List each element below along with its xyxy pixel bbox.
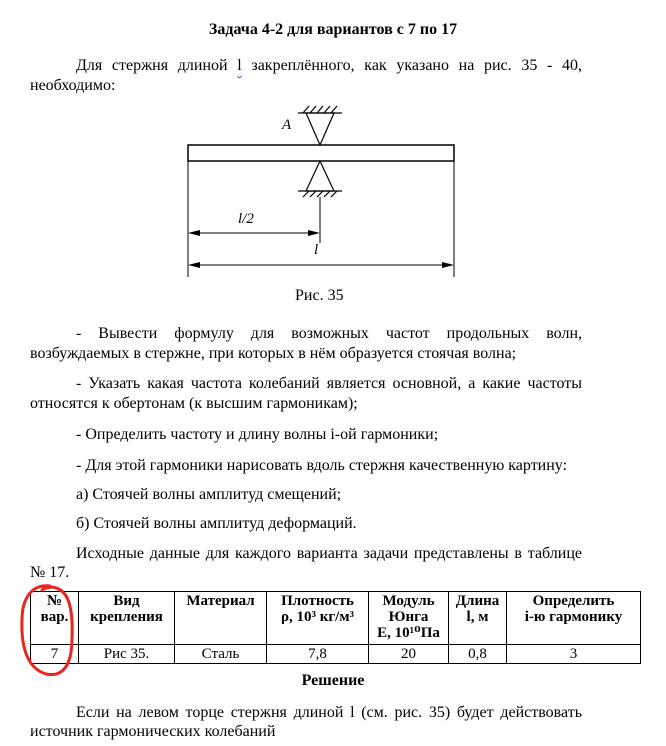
- header-harmonic: Определить i-ю гармонику: [507, 592, 641, 645]
- cell-density: 7,8: [267, 645, 369, 664]
- table-intro-line-2: № 17.: [30, 564, 70, 581]
- task-1-line-1: - Вывести формулу для возможных частот продольных волн,: [76, 325, 582, 342]
- task-4: - Для этой гармоники нарисовать вдоль стержня качественную картину:: [76, 457, 568, 474]
- cell-mount-type: Рис 35.: [79, 645, 175, 664]
- task-3: - Определить частоту и длину волны i-ой гармоники;: [76, 426, 439, 443]
- problem-title: Задача 4-2 для вариантов с 7 по 17: [208, 21, 458, 38]
- header-density: Плотность ρ, 10³ кг/м³: [267, 592, 369, 645]
- task-2-line-1: - Указать какая частота колебаний является основной, а какие частоты: [76, 375, 582, 392]
- variant-data-table: [30, 591, 641, 664]
- task-4a: а) Стоячей волны амплитуд смещений;: [76, 486, 342, 503]
- task-1-line-2: возбуждаемых в стержне, при которых в нём образуется стоячая волна;: [30, 345, 517, 362]
- top-support-icon: [298, 106, 342, 145]
- header-young-modulus: Модуль Юнга Е, 10¹⁰Па: [369, 592, 449, 645]
- table-header-row: [31, 592, 641, 645]
- rod-length-symbol: l: [237, 57, 242, 74]
- intro-line-1: [76, 56, 582, 75]
- cell-young-modulus: 20: [369, 645, 449, 664]
- solution-heading: Решение: [301, 672, 365, 689]
- figure-caption: Рис. 35: [295, 287, 344, 304]
- intro-text-after: закреплённого, как указано на рис. 35 - 40,: [241, 57, 582, 74]
- header-length: Длина l, м: [449, 592, 507, 645]
- annotation-circle: [14, 580, 78, 680]
- cell-material: Сталь: [175, 645, 267, 664]
- solution-line-1: Если на левом торце стержня длиной l (см. рис. 35) будет действовать: [76, 704, 582, 721]
- table-intro-line-1: Исходные данные для каждого варианта задачи представлены в таблице: [76, 545, 582, 562]
- header-mount-type: Вид крепления: [79, 592, 175, 645]
- solution-line-2: источник гармонических колебаний: [30, 723, 276, 740]
- task-4b: б) Стоячей волны амплитуд деформаций.: [76, 515, 357, 532]
- intro-line-2: необходимо:: [30, 77, 116, 94]
- task-2-line-2: относятся к обертонам (к высшим гармоникам);: [30, 395, 358, 412]
- table-row: [31, 645, 641, 664]
- cell-harmonic: 3: [507, 645, 641, 664]
- header-variant: № вар.: [31, 592, 79, 645]
- bottom-support-icon: [298, 161, 342, 197]
- half-length-label: l/2: [238, 211, 254, 227]
- header-material: Материал: [175, 592, 267, 645]
- rod-bar: [188, 145, 454, 161]
- cell-variant: 7: [31, 645, 79, 664]
- support-label-a: A: [282, 117, 292, 133]
- cell-length: 0,8: [449, 645, 507, 664]
- intro-text-before: Для стержня длиной: [76, 57, 228, 74]
- rod-figure: [170, 105, 470, 285]
- full-length-label: l: [314, 242, 319, 258]
